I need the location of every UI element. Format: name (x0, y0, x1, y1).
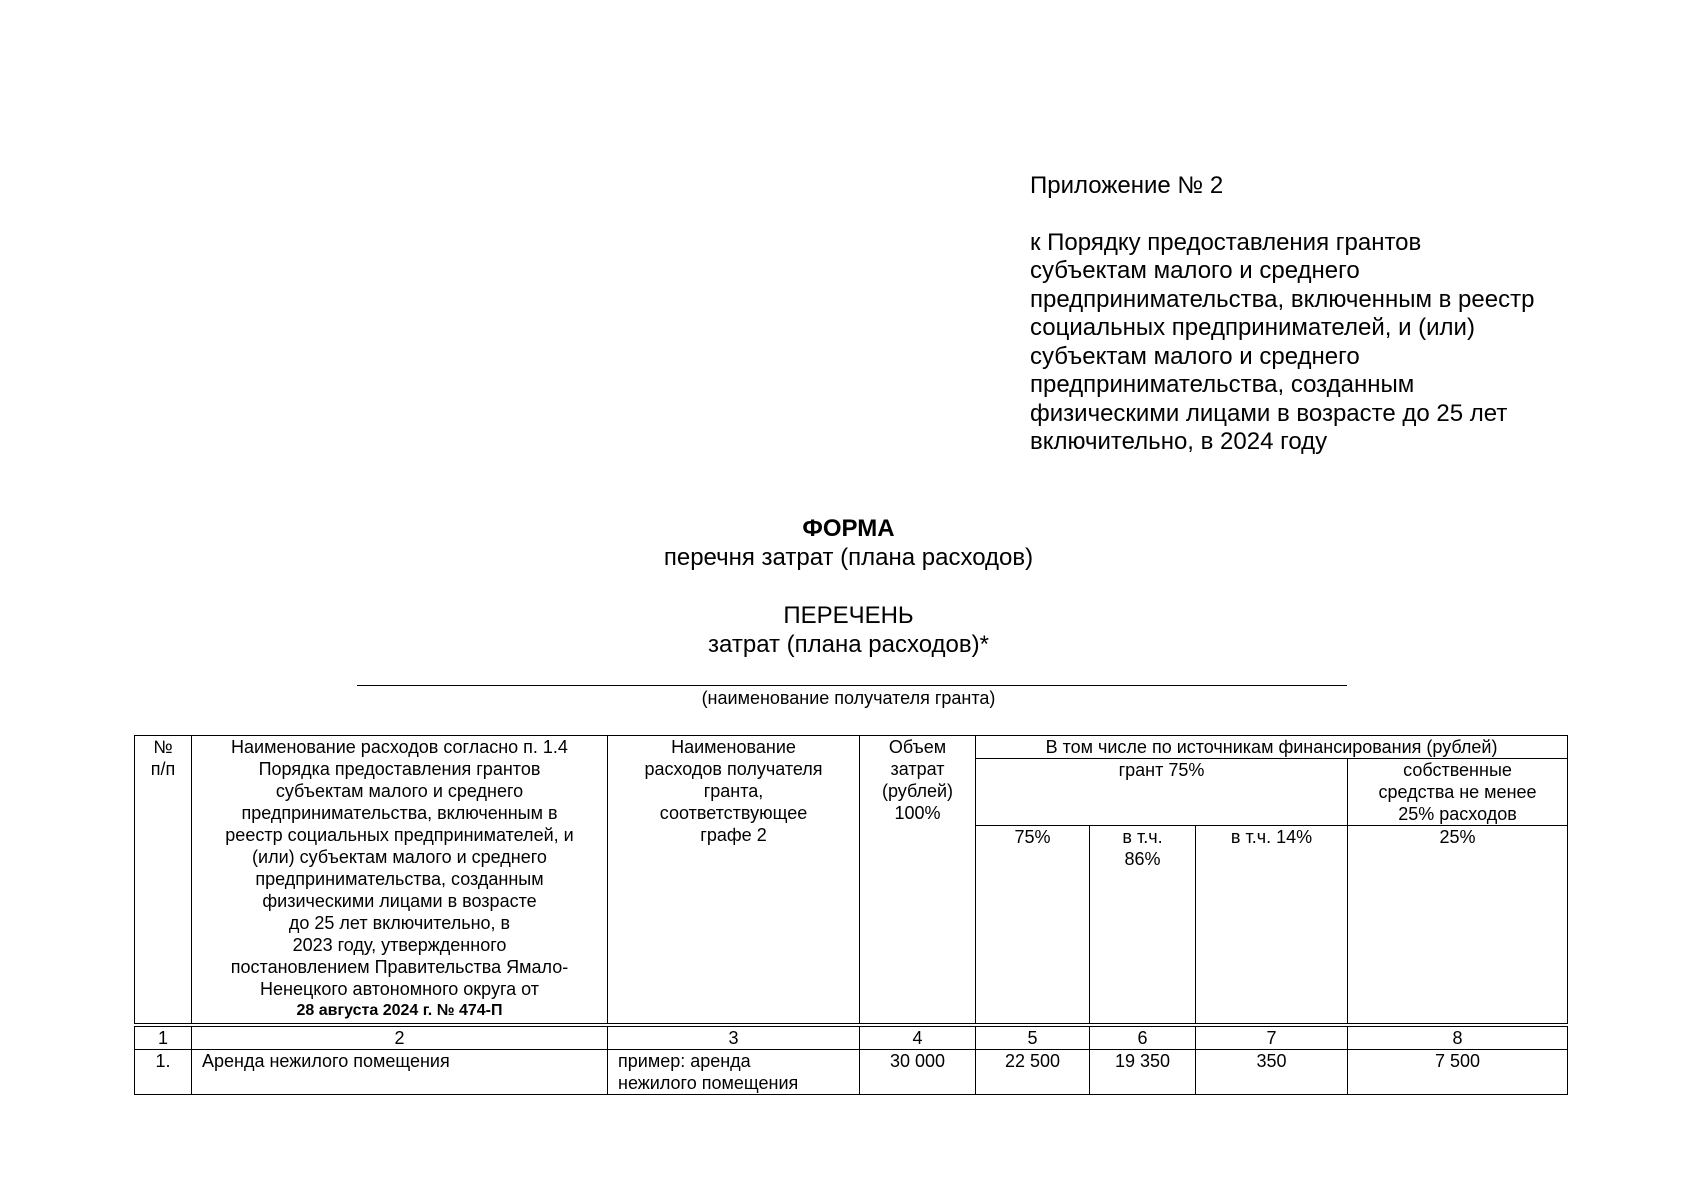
column-number: 1 (135, 1027, 192, 1050)
recipient-caption: (наименование получателя гранта) (701, 688, 996, 708)
header-line: 100% (894, 803, 941, 823)
header-num-line: № (153, 737, 173, 757)
table-row (135, 1050, 1568, 1095)
cost-table (134, 735, 1568, 1095)
row-recipient-expense (608, 1050, 860, 1095)
header-line: гранта, (703, 781, 764, 801)
cell-line: пример: аренда (618, 1051, 751, 1071)
header-line: Наименование расходов согласно п. 1.4 (231, 737, 568, 757)
column-number: 5 (976, 1027, 1090, 1050)
header-line: (рублей) (881, 781, 954, 801)
column-number: 2 (192, 1027, 608, 1050)
header-line: Объем (888, 737, 947, 757)
column-number: 4 (860, 1027, 976, 1050)
appendix-line: предпринимательства, созданным (1030, 371, 1415, 398)
column-number: 3 (608, 1027, 860, 1050)
appendix-line: субъектам малого и среднего (1030, 342, 1360, 370)
header-line: собственные (1403, 760, 1512, 780)
header-line: предпринимательства, включенным в (241, 803, 558, 823)
header-num (135, 736, 192, 1024)
appendix-line: к Порядку предоставления грантов (1030, 228, 1422, 256)
header-p75: 75% (976, 826, 1090, 1024)
header-line: физическими лицами в возрасте (262, 891, 537, 911)
header-line: соответствующее (659, 803, 808, 823)
list-subtitle: затрат (плана расходов)* (708, 631, 989, 658)
header-line: Порядка предоставления грантов (258, 759, 541, 779)
row-p75: 22 500 (976, 1050, 1090, 1095)
appendix-number: Приложение № 2 (1030, 172, 1224, 199)
header-line: 25% расходов (1398, 804, 1517, 824)
form-subtitle: перечня затрат (плана расходов) (663, 544, 1034, 571)
row-p25: 7 500 (1348, 1050, 1568, 1095)
row-p14: 350 (1196, 1050, 1348, 1095)
header-p25: 25% (1348, 826, 1568, 1024)
form-title: ФОРМА (802, 515, 895, 542)
header-line: в т.ч. (1122, 827, 1163, 847)
header-line: Наименование (671, 737, 796, 757)
header-line: (или) субъектам малого и среднего (252, 847, 547, 867)
header-line: графе 2 (700, 825, 767, 845)
header-own-funds (1348, 759, 1568, 826)
cell-line: нежилого помещения (618, 1073, 799, 1093)
header-line: реестр социальных предпринимателей, и (225, 825, 574, 845)
header-line: субъектам малого и среднего (275, 781, 524, 801)
header-sources: В том числе по источникам финансирования (рублей) (976, 736, 1568, 759)
header-volume (860, 736, 976, 1024)
appendix-line: социальных предпринимателей, и (или) (1030, 314, 1475, 341)
appendix-line: включительно, в 2024 году (1030, 428, 1328, 455)
appendix-line: предпринимательства, включенным в реестр (1030, 285, 1535, 313)
header-decree: 28 августа 2024 г. № 474-П (296, 1002, 503, 1019)
list-title: ПЕРЕЧЕНЬ (783, 602, 914, 629)
column-number: 8 (1348, 1027, 1568, 1050)
column-numbers-row (135, 1027, 1568, 1050)
appendix-line: субъектам малого и среднего (1030, 257, 1360, 284)
row-volume: 30 000 (860, 1050, 976, 1095)
column-number: 6 (1090, 1027, 1196, 1050)
header-line: 2023 году, утвержденного (292, 935, 507, 955)
appendix-block (1030, 172, 1630, 457)
header-line: до 25 лет включительно, в (288, 913, 511, 933)
header-p86 (1090, 826, 1196, 1024)
header-line: Ненецкого автономного округа от (260, 979, 539, 999)
row-num: 1. (135, 1050, 192, 1095)
header-recipient-expense (608, 736, 860, 1024)
header-line: расходов получателя (644, 759, 823, 779)
header-expense-name (192, 736, 608, 1024)
recipient-name-line (357, 685, 1347, 686)
row-p86: 19 350 (1090, 1050, 1196, 1095)
header-p14: в т.ч. 14% (1196, 826, 1348, 1024)
row-expense-name: Аренда нежилого помещения (192, 1050, 608, 1095)
appendix-line: физическими лицами в возрасте до 25 лет (1030, 399, 1508, 427)
header-line: постановлением Правительства Ямало- (230, 957, 569, 977)
header-grant: грант 75% (976, 759, 1348, 826)
header-line: 86% (1124, 849, 1161, 869)
header-line: средства не менее (1378, 782, 1537, 802)
header-line: предпринимательства, созданным (255, 869, 544, 889)
header-line: затрат (890, 759, 945, 779)
column-number: 7 (1196, 1027, 1348, 1050)
header-num-line: п/п (150, 759, 176, 779)
